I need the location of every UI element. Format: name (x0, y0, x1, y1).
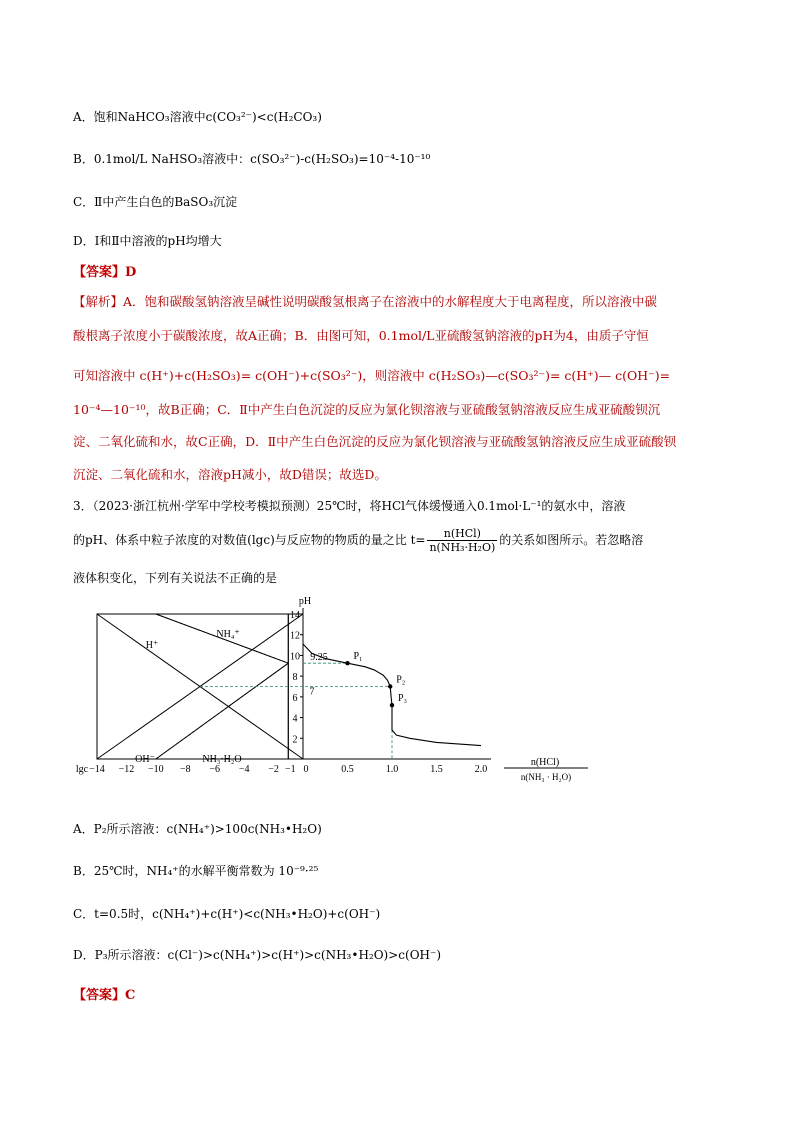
lgc-tick-2: −10 (148, 764, 164, 775)
analysis-line-5: 淀、二氧化硫和水，故C正确，D．Ⅱ中产生白色沉淀的反应为氯化钡溶液与亚硫酸氢钠溶液反应生成亚硫酸钡 (73, 434, 677, 449)
lgc-tick-8: 0 (303, 764, 309, 775)
ph-tick-0: 2 (292, 734, 298, 746)
lgc-tick-0: −14 (89, 764, 105, 775)
lgc-tick-1: −12 (118, 764, 135, 775)
chart-labels (76, 596, 588, 782)
ratio-numerator: n(HCl) (427, 527, 497, 541)
point-p2 (388, 684, 392, 688)
t-tick-4: 2.0 (474, 764, 488, 775)
neutral-label: 7 (309, 686, 315, 698)
point-p3 (390, 703, 394, 707)
t-label-den: n(NH₃ · H₂O) (520, 772, 572, 782)
option-a-q2: A．饱和NaHCO₃溶液中c(CO₃²⁻)<c(H₂CO₃) (73, 110, 322, 124)
option-b-q3: B．25℃时，NH₄⁺的水解平衡常数为 10⁻⁹·²⁵ (73, 864, 319, 878)
option-d-q3: D．P₃所示溶液：c(Cl⁻)>c(NH₄⁺)>c(H⁺)>c(NH₃•H₂O)>c(OH⁻) (73, 948, 442, 962)
analysis-line-2: 酸根离子浓度小于碳酸浓度，故A正确；B．由图可知，0.1mol/L亚硫酸氢钠溶液的pH为4，由质子守恒 (73, 328, 649, 343)
label-h: H⁺ (145, 640, 159, 651)
point-p1 (345, 661, 349, 665)
ph-axis-label: pH (298, 596, 312, 607)
label-oh: OH⁻ (135, 754, 155, 765)
option-a-q3: A．P₂所示溶液：c(NH₄⁺)>100c(NH₃•H₂O) (73, 822, 322, 836)
species-lines (97, 614, 392, 759)
ph-tick-3: 8 (292, 672, 298, 684)
analysis-line-6: 沉淀、二氧化硫和水，溶液pH减小，故D错误；故选D。 (73, 467, 387, 482)
ratio-denominator: n(NH₃·H₂O) (429, 541, 496, 554)
ph-tick-4: 10 (290, 651, 300, 663)
t-label-num: n(HCl) (530, 757, 560, 768)
ratio-fraction (427, 527, 497, 554)
question-3-line-3: 液体积变化，下列有关说法不正确的是 (73, 571, 278, 585)
t-tick-1: 0.5 (341, 764, 354, 775)
point-label-p1: P₁ (353, 651, 363, 663)
label-nh4: NH₄⁺ (216, 629, 240, 640)
answer-q3: 【答案】C (73, 988, 136, 1003)
option-c-q3: C．t=0.5时，c(NH₄⁺)+c(H⁺)<c(NH₃•H₂O)+c(OH⁻) (73, 907, 381, 921)
lgc-tick-4: −6 (209, 764, 221, 775)
question-3-line-1: 3．（2023·浙江杭州·学军中学校考模拟预测）25℃时，将HCl气体缓慢通入0.1mol·L⁻¹的氨水中，溶液 (73, 499, 626, 513)
lgc-tick-5: −4 (238, 764, 250, 775)
analysis-line-3: 可知溶液中 c(H⁺)+c(H₂SO₃)= c(OH⁻)+c(SO₃²⁻)，则溶液中 c(H₂SO₃)—c(SO₃²⁻)= c(H⁺)— c(OH⁻)= (73, 368, 671, 383)
question-3-text-b: 的关系如图所示。若忽略溶 (499, 533, 644, 547)
answer-q2: 【答案】D (73, 265, 137, 280)
label-nh3: NH₃·H₂O (202, 754, 242, 765)
lgc-tick-6: −2 (268, 764, 279, 775)
question-3-text-a: 的pH、体系中粒子浓度的对数值(lgc)与反应物的物质的量之比 t= (73, 533, 426, 547)
lgc-tick-7: −1 (284, 764, 296, 775)
titration-chart (0, 592, 794, 812)
analysis-line-4: 10⁻⁴—10⁻¹⁰，故B正确；C．Ⅱ中产生白色沉淀的反应为氯化钡溶液与亚硫酸氢钠溶液反应生成亚硫酸钡沉 (73, 402, 661, 417)
option-d-q2: D．Ⅰ和Ⅱ中溶液的pH均增大 (73, 234, 222, 248)
lgc-tick-3: −8 (179, 764, 191, 775)
point-label-p2: P₂ (396, 674, 406, 686)
option-c-q2: C．Ⅱ中产生白色的BaSO₃沉淀 (73, 195, 238, 209)
pka-label: 9.25 (310, 652, 328, 664)
question-3-line-2 (73, 527, 643, 554)
t-tick-2: 1.0 (385, 764, 399, 775)
ph-tick-6: 14 (290, 610, 300, 621)
ph-tick-2: 6 (292, 692, 298, 704)
point-label-p3: P₃ (398, 693, 408, 705)
lgc-axis-label: lgc (75, 764, 89, 775)
option-b-q2: B．0.1mol/L NaHSO₃溶液中：c(SO₃²⁻)-c(H₂SO₃)=10⁻⁴-10⁻¹⁰ (73, 152, 431, 166)
titration-curve (303, 644, 481, 746)
titration-curve-group (303, 644, 481, 746)
ph-tick-1: 4 (292, 713, 298, 725)
t-tick-3: 1.5 (430, 764, 443, 775)
ph-tick-5: 12 (290, 630, 300, 642)
analysis-line-1: 【解析】A．饱和碳酸氢钠溶液呈碱性说明碳酸氢根离子在溶液中的水解程度大于电离程度，所以溶液中碳 (73, 294, 658, 309)
